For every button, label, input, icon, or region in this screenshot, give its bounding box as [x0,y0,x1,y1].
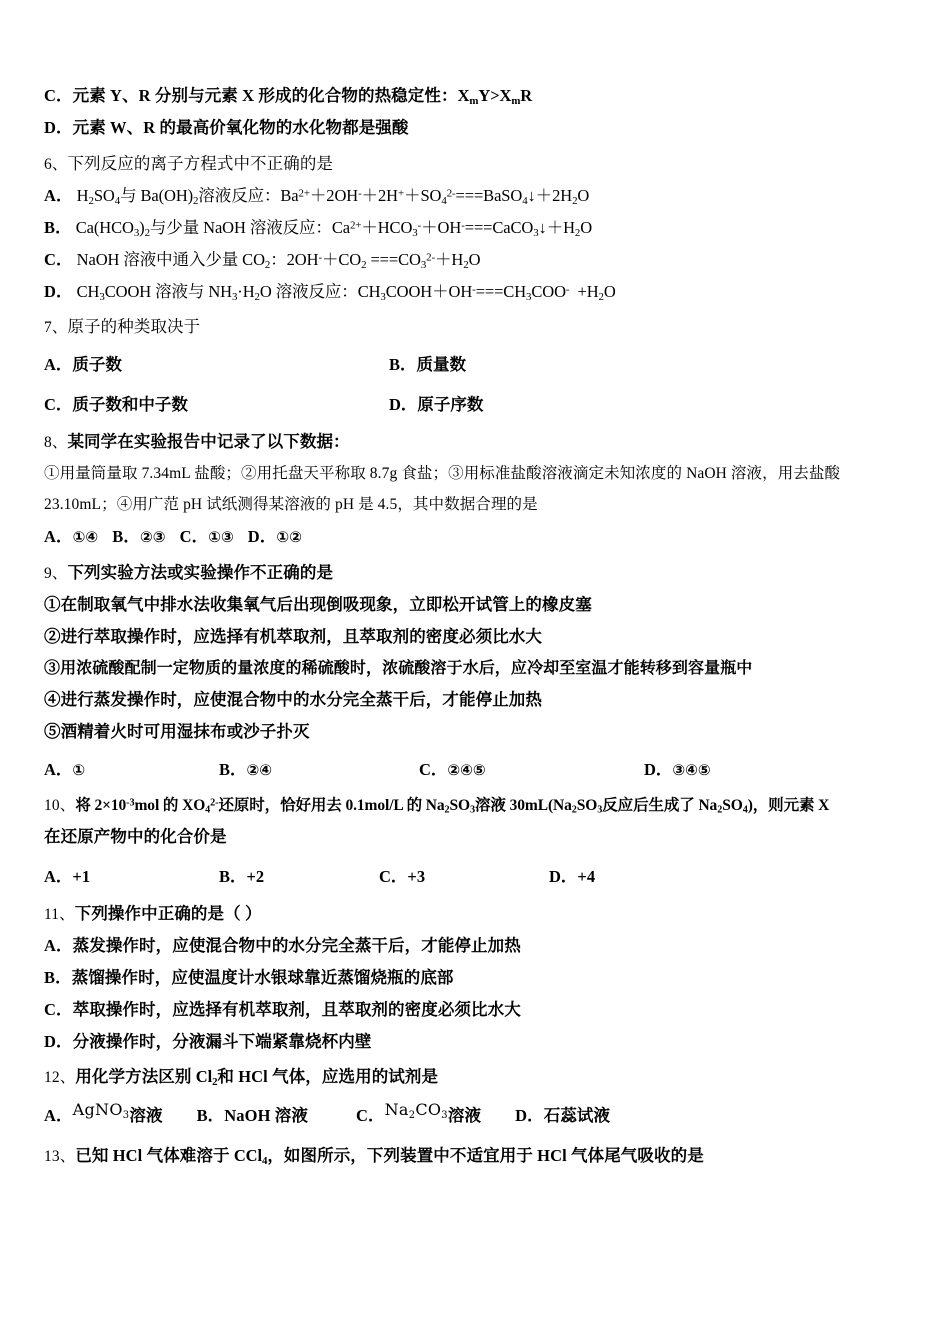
option-label-6d: D． [44,281,73,301]
option-label-10d: D． [549,866,578,886]
question-8-body-line-1: ①用量筒量取 7.34mL 盐酸；②用托盘天平称取 8.7g 食盐；③用标准盐酸溶液滴定未知浓度的 NaOH 溶液，用去盐酸 [44,464,841,482]
option-row-8 [44,529,924,546]
option-text-d: 元素 W、R 的最高价氧化物的水化物都是强酸 [72,118,409,137]
option-10c [379,863,549,887]
option-label-9d: D． [644,760,673,779]
option-label-6a: A． [44,185,73,205]
option-text-c: 元素 Y、R 分别与元素 X 形成的化合物的热稳定性： [72,86,458,105]
option-label-8a: A． [44,527,73,546]
option-row-6a [44,185,924,207]
option-reactants-6a: $H_2SO_4$与 $Ba(OH)_2$溶液反应：$Ba^{2+}+2OH^-+2H^++SO_4^{2-}===BaSO_4↓+2H_2O$ [72,185,590,207]
option-9b [219,756,419,780]
option-row-6b [44,217,924,239]
question-text-13-p5: 气体尾气吸收的是 [571,1146,704,1165]
option-row-10 [44,863,924,887]
option-formula-12c: $Na_2CO_3$ [384,1099,448,1121]
option-label-8c: C． [179,527,209,546]
question-stem-10 [44,798,924,814]
question-number-11: 11、 [44,905,75,923]
question-number-10: 10、 [44,797,76,814]
option-text-12a: 溶液 [129,1105,163,1125]
option-text-11a: 蒸发操作时，应使混合物中的水分完全蒸干后，才能停止加热 [72,935,521,955]
option-label-c: C． [44,86,73,105]
question-text-12-middle: 和 HCl [217,1067,273,1086]
option-reactants-6b: $Ca(HCO_3)_2$与少量 NaOH 溶液反应：$Ca^{2+}+HCO_3^-+OH^-===CaCO_3↓+H_2O$ [71,217,593,239]
option-label-12a: A． [44,1105,73,1125]
option-label-d: D． [44,118,73,137]
question-number-6: 6、 [44,155,68,173]
option-label-12d: D． [515,1105,544,1125]
question-text-11: 下列操作中正确的是（ ） [74,903,262,923]
question-stem-6 [44,153,924,173]
option-label-10c: C． [379,866,408,886]
question-number-9: 9、 [44,564,68,582]
question-text-7: 原子的种类取决于 [67,317,201,336]
question-text-8: 某同学在实验报告中记录了以下数据： [67,431,350,451]
question-text-13-p4: ，如图所示，下列装置中不适宜用于 HCl [267,1146,571,1165]
option-text-12c: 溶液 [447,1105,482,1125]
question-formula-12-cl2: $Cl_2$ [195,1067,218,1088]
option-row-7-second [44,391,924,415]
option-label-7a: A． [44,355,73,374]
option-label-6b: B． [44,217,72,237]
option-7b [389,351,466,375]
option-text-11c: 萃取操作时，应选择有机萃取剂，且萃取剂的密度必须比水大 [72,999,521,1019]
option-text-10a: +1 [72,866,91,886]
question-number-13: 13、 [44,1148,76,1165]
option-label-7d: D． [389,394,418,414]
question-9-body-line-5: ⑤酒精着火时可用湿抹布或沙子扑灭 [44,722,310,741]
question-text-12-before: 用化学方法区别 [75,1067,196,1086]
option-text-12d: 石蕊试液 [543,1105,611,1125]
option-row-6d [44,281,924,303]
question-number-12: 12、 [44,1069,76,1086]
option-label-11d: D． [44,1031,73,1051]
option-text-10c: +3 [407,866,426,886]
option-row-9 [44,756,924,780]
option-label-12c: C． [355,1105,385,1125]
option-label-8d: D． [247,527,277,546]
option-reactants-6d: $CH_3COOH$ 溶液与 $NH_3\cdot H_2O$ 溶液反应：$CH_3COOH+OH^-===CH_3COO^- +H_2O$ [72,281,616,303]
option-row-11c [44,999,924,1019]
question-text-10-line-2: 在还原产物中的化合价是 [44,827,227,846]
option-row-6c [44,249,924,271]
question-text-9: 下列实验方法或实验操作不正确的是 [67,562,334,582]
option-row-q5-c [44,88,924,105]
question-text-10-line-1: 将 $2\times 10^{-3}mol$ 的 $XO_4^{2-}$还原时，恰好用去 0.1mol/L 的 $Na_2SO_3$溶液 $30mL(Na_2SO_3$反应后生成了 $Na_2SO_4$)，则元素 X [75,797,830,816]
option-text-8c: ①③ [208,528,234,546]
option-row-q5-d [44,120,924,137]
option-formula-12a: AgNO$_3$ [72,1099,130,1121]
option-label-11a: A． [44,935,73,955]
option-label-9c: C． [419,760,448,779]
question-9-body-line-1: ①在制取氧气中排水法收集氧气后出现倒吸现象，立即松开试管上的橡皮塞 [44,594,592,614]
option-label-6c: C． [44,249,73,269]
option-row-12 [44,1099,924,1125]
option-text-9c: ②④⑤ [447,761,486,779]
option-label-7b: B． [389,355,417,374]
question-9-body-line-3: ③用浓硫酸配制一定物质的量浓度的稀硫酸时，浓硫酸溶于水后，应冷却至室温才能转移到容量瓶中 [44,659,753,677]
page-content [44,88,924,1180]
option-text-9a: ① [72,761,86,779]
option-9d [644,756,711,780]
option-label-8b: B． [112,527,140,546]
option-label-10b: B． [219,866,247,886]
question-stem-13 [44,1148,924,1165]
option-label-7c: C． [44,394,73,414]
question-8-body-line-2: 23.10mL；④用广范 pH 试纸测得某溶液的 pH 是 4.5，其中数据合理的是 [44,495,538,513]
option-formula-c: $X_mY>X_mR$ [457,86,533,107]
question-9-body-line-2: ②进行萃取操作时，应选择有机萃取剂，且萃取剂的密度必须比水大 [44,626,542,646]
question-formula-13-ccl4: CCl$_4$ [233,1146,268,1167]
option-7c [44,391,389,415]
option-text-7d: 原子序数 [417,394,484,414]
option-10a [44,863,219,887]
option-text-7a: 质子数 [72,355,122,374]
question-text-13-p1: 已知 HCl [75,1146,147,1165]
option-9c [419,756,644,780]
option-9a [44,756,219,780]
option-row-11a [44,935,924,955]
question-stem-8 [44,431,924,451]
option-label-12b: B． [196,1105,225,1125]
option-row-7-first [44,351,924,375]
question-text-6: 下列反应的离子方程式中不正确的是 [67,153,334,173]
question-stem-11 [44,903,924,923]
option-10b [219,863,379,887]
option-7d [389,391,483,415]
option-label-11b: B． [44,967,72,987]
option-label-10a: A． [44,866,73,886]
question-number-7: 7、 [44,319,68,336]
question-stem-12 [44,1069,924,1086]
option-text-12b: NaOH 溶液 [224,1105,308,1125]
option-label-11c: C． [44,999,73,1019]
option-text-8b: ②③ [139,528,166,546]
option-10d [549,863,595,887]
option-text-8a: ①④ [72,528,99,546]
question-stem-7 [44,319,924,336]
question-9-body-line-4: ④进行蒸发操作时，应使混合物中的水分完全蒸干后，才能停止加热 [44,690,542,709]
question-number-8: 8、 [44,433,68,451]
option-text-9d: ③④⑤ [672,761,711,779]
option-text-11b: 蒸馏操作时，应使温度计水银球靠近蒸馏烧瓶的底部 [71,967,454,987]
question-stem-9 [44,562,924,582]
option-row-11b [44,967,924,987]
option-text-7c: 质子数和中子数 [72,394,188,414]
option-label-9a: A． [44,760,73,779]
question-text-12-after: 气体，应选用的试剂是 [272,1067,439,1086]
option-text-9b: ②④ [246,761,272,779]
option-text-8d: ①② [276,528,303,546]
option-label-9b: B． [219,760,247,779]
question-text-13-p2: 气体难溶于 [146,1146,234,1165]
option-text-11d: 分液操作时，分液漏斗下端紧靠烧杯内壁 [72,1031,372,1051]
option-row-11d [44,1031,924,1051]
option-text-10b: +2 [246,866,265,886]
option-7a [44,351,389,375]
option-text-10d: +4 [577,866,596,886]
option-reactants-6c: NaOH 溶液中通入少量 $CO_2$：$2OH^-+CO_2 ===CO_3^{2-}+H_2O$ [72,249,481,271]
option-text-7b: 质量数 [416,355,467,374]
